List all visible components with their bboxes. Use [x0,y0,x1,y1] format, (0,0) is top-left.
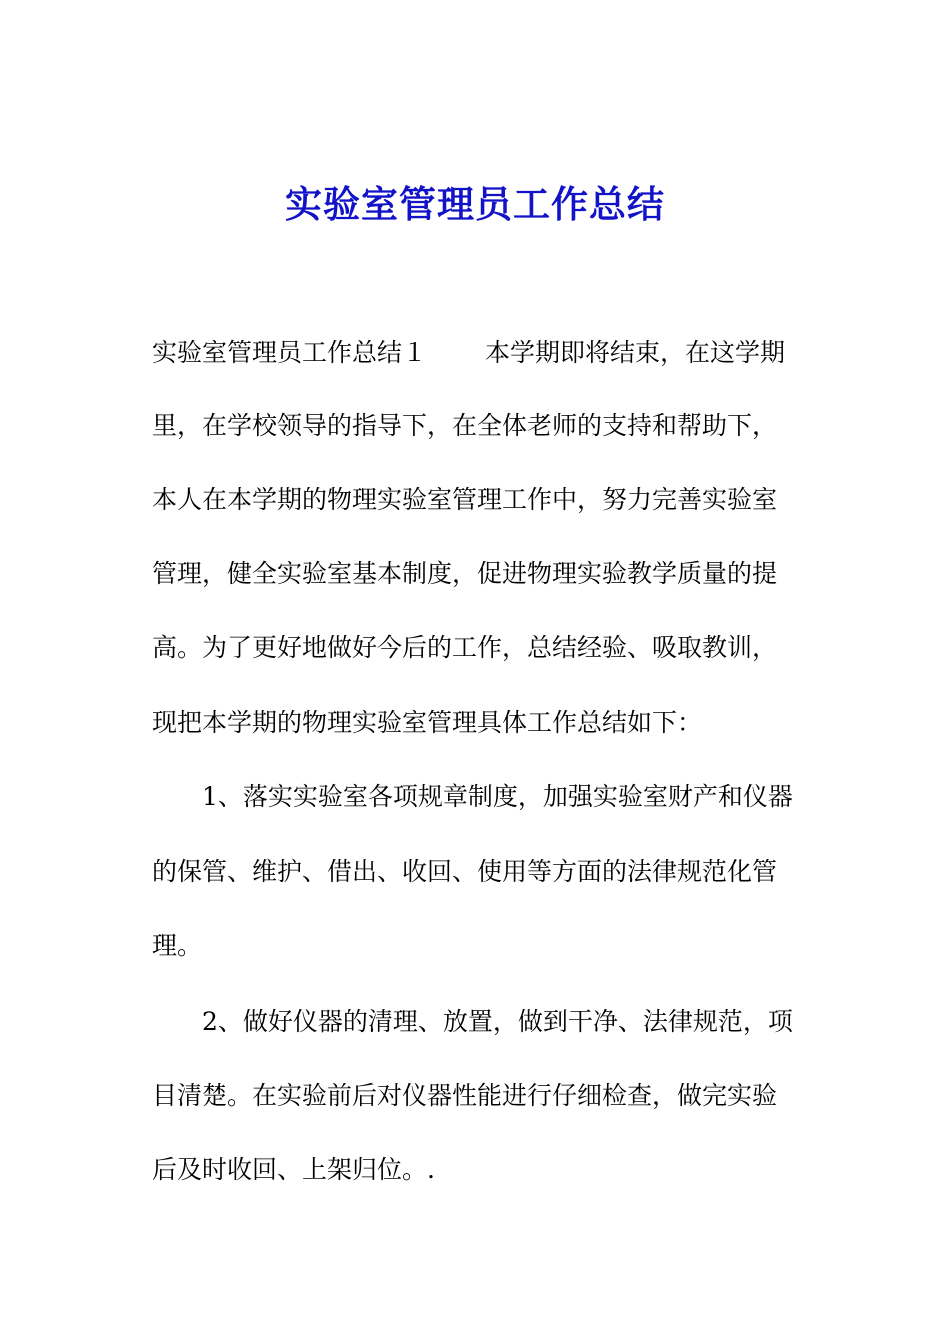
list-item-2-line: 目清楚。在实验前后对仪器性能进行仔细检查，做完实验 [152,1081,778,1110]
paragraph-text: 本学期即将结束，在这学期 [485,338,786,367]
list-item-2-line: 2、做好仪器的清理、放置，做到干净、法律规范，项 [202,1007,793,1036]
paragraph-line: 现把本学期的物理实验室管理具体工作总结如下： [152,708,703,737]
paragraph-line [152,333,812,373]
paragraph-line: 高。为了更好地做好今后的工作，总结经验、吸取教训， [152,633,778,662]
section-heading: 实验室管理员工作总结１ [152,338,428,367]
paragraph-line: 本人在本学期的物理实验室管理工作中，努力完善实验室 [152,485,778,514]
list-item-1-line: 的保管、维护、借出、收回、使用等方面的法律规范化管 [152,857,778,886]
list-item-1-line: 理。 [152,931,203,960]
paragraph-line: 里，在学校领导的指导下，在全体老师的支持和帮助下， [152,411,778,440]
list-item-2-line: 后及时收回、上架归位。. [152,1155,435,1184]
list-item-1-line: 1、落实实验室各项规章制度，加强实验室财产和仪器 [202,782,793,811]
paragraph-line: 管理，健全实验室基本制度，促进物理实验教学质量的提 [152,559,778,588]
document-title: 实验室管理员工作总结 [285,182,665,226]
